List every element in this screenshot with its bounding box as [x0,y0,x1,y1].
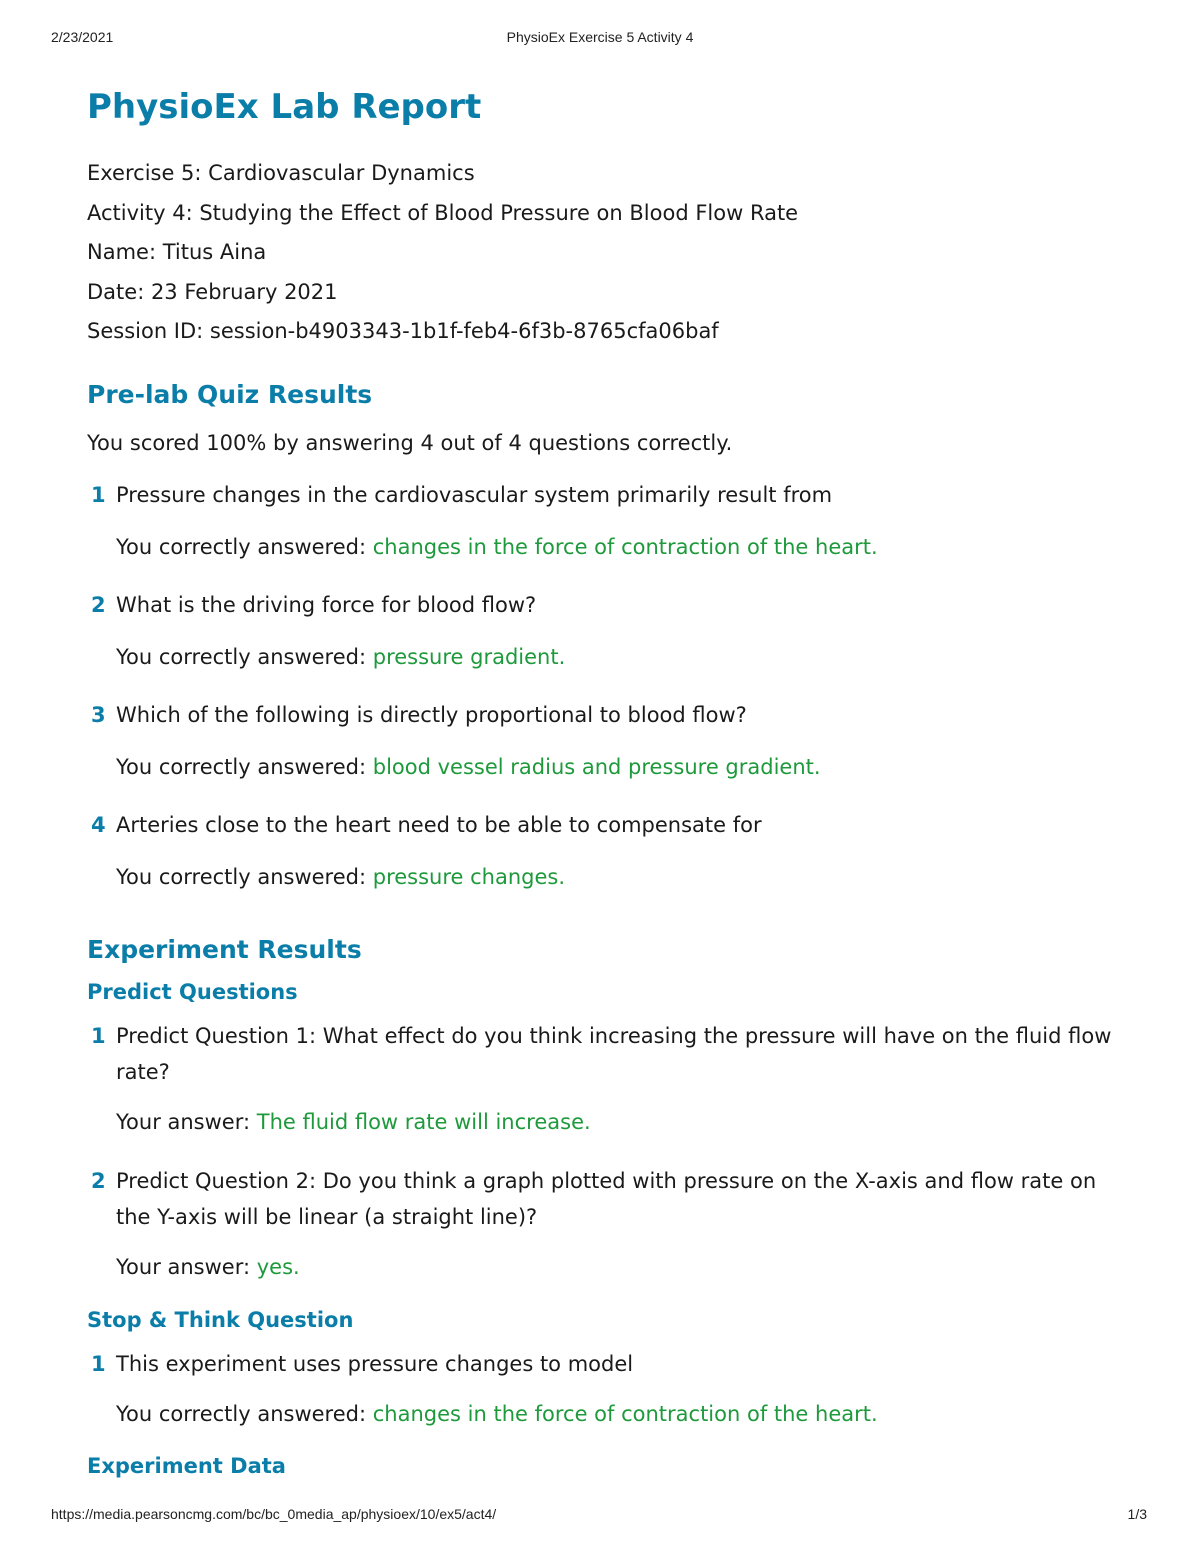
question-number: 2 [91,592,106,617]
date-line: Date: 23 February 2021 [87,279,338,304]
answer-prefix: You correctly answered: [116,644,367,669]
answer-text: blood vessel radius and pressure gradient. [372,754,821,779]
answer-prefix: You correctly answered: [116,864,367,889]
question-number: 4 [91,812,106,837]
print-footer [0,1506,1200,1526]
prelab-answer-3 [87,749,1127,785]
prelab-answer-2 [87,639,1127,675]
report-content [87,84,1127,1481]
experiment-heading: Experiment Results [87,934,362,964]
stop-think-answer-1 [87,1396,1127,1432]
question-number: 1 [91,1023,106,1048]
question-text: Pressure changes in the cardiovascular system primarily result from [116,482,833,507]
report-title: PhysioEx Lab Report [87,87,482,127]
report-meta [87,154,1127,352]
experiment-data-heading: Experiment Data [87,1453,286,1478]
print-header [0,29,1200,49]
question-text: Arteries close to the heart need to be able to compensate for [116,812,762,837]
print-date: 2/23/2021 [51,29,114,45]
page-number: 1/3 [1127,1506,1147,1522]
answer-text: changes in the force of contraction of the heart. [372,1401,878,1426]
answer-text: The fluid flow rate will increase. [256,1109,591,1134]
question-number: 3 [91,702,106,727]
predict-answer-2 [87,1249,1127,1285]
prelab-question-3 [87,697,1127,733]
question-text: Predict Question 2: Do you think a graph plotted with pressure on the X-axis and flow rate on the Y-axis will be linear (a straight line)? [116,1168,1097,1229]
answer-prefix: You correctly answered: [116,754,367,779]
print-title: PhysioEx Exercise 5 Activity 4 [506,29,694,45]
question-number: 1 [91,482,106,507]
answer-prefix: You correctly answered: [116,534,367,559]
question-number: 1 [91,1351,106,1376]
prelab-question-1 [87,477,1127,513]
prelab-heading: Pre-lab Quiz Results [87,379,373,409]
answer-prefix: You correctly answered: [116,1401,367,1426]
prelab-score: You scored 100% by answering 4 out of 4 questions correctly. [87,430,733,455]
predict-question-2 [87,1163,1127,1235]
prelab-answer-4 [87,859,1127,895]
prelab-question-4 [87,807,1127,843]
predict-heading: Predict Questions [87,979,298,1004]
answer-text: yes. [256,1254,300,1279]
question-text: Predict Question 1: What effect do you think increasing the pressure will have on the fluid flow rate? [116,1023,1112,1084]
answer-prefix: Your answer: [116,1254,251,1279]
print-url: https://media.pearsoncmg.com/bc/bc_0media_ap/physioex/10/ex5/act4/ [51,1506,497,1522]
predict-question-1 [87,1018,1127,1090]
stop-think-question-1 [87,1346,1127,1382]
question-text: What is the driving force for blood flow? [116,592,537,617]
prelab-answer-1 [87,529,1127,565]
question-text: This experiment uses pressure changes to model [116,1351,634,1376]
predict-answer-1 [87,1104,1127,1140]
answer-text: pressure gradient. [372,644,566,669]
question-text: Which of the following is directly proportional to blood flow? [116,702,747,727]
answer-text: pressure changes. [372,864,566,889]
stop-think-heading: Stop & Think Question [87,1307,354,1332]
exercise-line: Exercise 5: Cardiovascular Dynamics [87,161,475,185]
name-line: Name: Titus Aina [87,240,267,264]
answer-prefix: Your answer: [116,1109,251,1134]
answer-text: changes in the force of contraction of the heart. [372,534,878,559]
prelab-question-2 [87,587,1127,623]
question-number: 2 [91,1168,106,1193]
session-line: Session ID: session-b4903343-1b1f-feb4-6f3b-8765cfa06baf [87,319,719,343]
activity-line: Activity 4: Studying the Effect of Blood Pressure on Blood Flow Rate [87,200,799,225]
